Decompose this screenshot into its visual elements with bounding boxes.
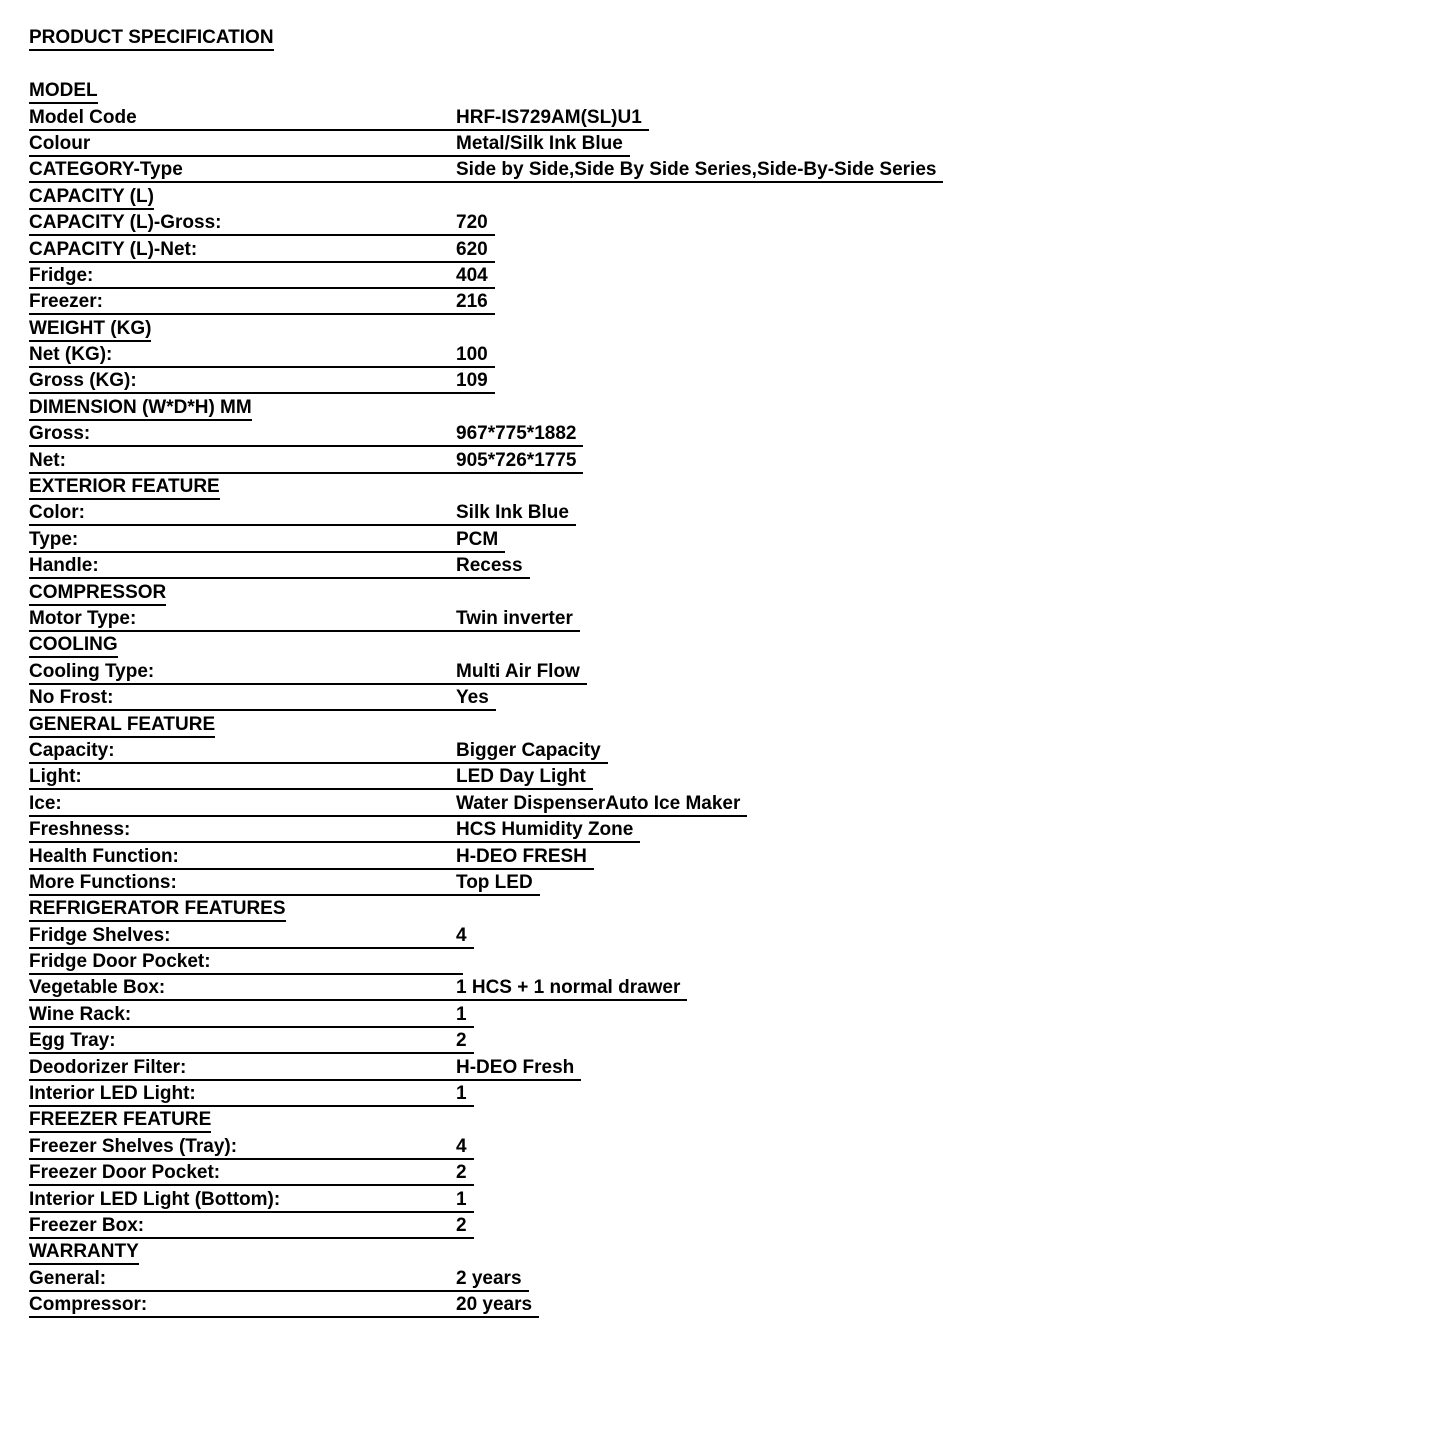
spec-value: Silk Ink Blue (456, 502, 569, 524)
spec-value: 20 years (456, 1294, 533, 1316)
spec-label: CAPACITY (L)-Net: (29, 238, 198, 260)
section-header: MODEL (29, 80, 98, 102)
spec-value: 4 (456, 1135, 467, 1157)
spec-section-row (29, 1239, 943, 1265)
spec-row (29, 817, 943, 843)
spec-row (29, 1160, 943, 1186)
spec-row (29, 104, 943, 130)
spec-row (29, 1081, 943, 1107)
spec-row (29, 526, 943, 552)
spec-label: CATEGORY-Type (29, 159, 183, 181)
spec-label: Freezer Door Pocket: (29, 1162, 221, 1184)
spec-label: Model Code (29, 106, 137, 128)
spec-label: Cooling Type: (29, 660, 155, 682)
spec-label: Motor Type: (29, 607, 137, 629)
spec-value: Bigger Capacity (456, 739, 601, 761)
spec-value: 720 (456, 212, 488, 234)
spec-row (29, 1213, 943, 1239)
spec-rows (29, 78, 943, 1318)
spec-row (29, 1133, 943, 1159)
spec-row (29, 131, 943, 157)
spec-row (29, 790, 943, 816)
spec-row (29, 843, 943, 869)
spec-row (29, 975, 943, 1001)
spec-label: Compressor: (29, 1294, 148, 1316)
spec-section-row (29, 78, 943, 104)
spec-label: Gross: (29, 423, 91, 445)
spec-value: 100 (456, 344, 488, 366)
spec-section-row (29, 1107, 943, 1133)
spec-row (29, 236, 943, 262)
spec-row (29, 157, 943, 183)
spec-row (29, 1001, 943, 1027)
spec-row (29, 764, 943, 790)
spec-value: 1 (456, 1003, 467, 1025)
spec-value: Multi Air Flow (456, 660, 580, 682)
spec-label: Color: (29, 502, 85, 524)
spec-value (456, 966, 463, 967)
spec-value: 905*726*1775 (456, 449, 577, 471)
spec-value: 1 (456, 1188, 467, 1210)
spec-row (29, 421, 943, 447)
spec-value: H-DEO Fresh (456, 1056, 575, 1078)
spec-row (29, 1265, 943, 1291)
spec-label: Health Function: (29, 845, 179, 867)
spec-section-row (29, 474, 943, 500)
spec-row (29, 289, 943, 315)
spec-section-row (29, 896, 943, 922)
spec-label: Handle: (29, 555, 99, 577)
spec-label: Fridge: (29, 264, 94, 286)
spec-value: 2 (456, 1214, 467, 1236)
spec-value: 216 (456, 291, 488, 313)
spec-label: Interior LED Light (Bottom): (29, 1188, 281, 1210)
spec-section-row (29, 579, 943, 605)
spec-section-row (29, 711, 943, 737)
spec-value: Water DispenserAuto Ice Maker (456, 792, 741, 814)
spec-value: 2 (456, 1030, 467, 1052)
page-title: PRODUCT SPECIFICATION (29, 27, 274, 49)
spec-row (29, 658, 943, 684)
spec-value: Recess (456, 555, 523, 577)
spec-value: Yes (456, 687, 489, 709)
spec-section-row (29, 394, 943, 420)
spec-label: Ice: (29, 792, 62, 814)
spec-row (29, 553, 943, 579)
spec-value: 404 (456, 264, 488, 286)
spec-label: CAPACITY (L)-Gross: (29, 212, 222, 234)
spec-section-row (29, 183, 943, 209)
spec-row (29, 342, 943, 368)
spec-label: Net: (29, 449, 66, 471)
spec-section-row (29, 315, 943, 341)
spec-value: 1 HCS + 1 normal drawer (456, 977, 681, 999)
spec-label: Freshness: (29, 819, 131, 841)
spec-label: Interior LED Light: (29, 1083, 196, 1105)
spec-value: 2 years (456, 1267, 522, 1289)
spec-value: Side by Side,Side By Side Series,Side-By-Side Series (456, 159, 937, 181)
spec-label: Fridge Door Pocket: (29, 951, 211, 973)
section-header: WEIGHT (KG) (29, 317, 152, 339)
spec-value: HCS Humidity Zone (456, 819, 634, 841)
spec-value: 4 (456, 924, 467, 946)
spec-section-row (29, 632, 943, 658)
section-header: GENERAL FEATURE (29, 713, 216, 735)
spec-row (29, 606, 943, 632)
spec-value: 967*775*1882 (456, 423, 577, 445)
spec-label: Freezer: (29, 291, 103, 313)
section-header: DIMENSION (W*D*H) MM (29, 396, 252, 418)
page-title-row (29, 25, 943, 51)
spec-value: LED Day Light (456, 766, 586, 788)
spec-row (29, 922, 943, 948)
spec-row (29, 1186, 943, 1212)
spec-label: Colour (29, 132, 91, 154)
section-header: COOLING (29, 634, 118, 656)
spec-label: Egg Tray: (29, 1030, 116, 1052)
spec-value: Metal/Silk Ink Blue (456, 132, 623, 154)
spec-label: Light: (29, 766, 82, 788)
spec-value: 2 (456, 1162, 467, 1184)
spec-row (29, 738, 943, 764)
spec-row (29, 500, 943, 526)
spec-row (29, 447, 943, 473)
section-header: FREEZER FEATURE (29, 1109, 212, 1131)
spec-label: Vegetable Box: (29, 977, 166, 999)
spec-row (29, 1028, 943, 1054)
spec-label: Wine Rack: (29, 1003, 132, 1025)
spec-value: PCM (456, 528, 499, 550)
spec-label: Net (KG): (29, 344, 113, 366)
spec-label: Freezer Box: (29, 1214, 145, 1236)
spec-label: Capacity: (29, 739, 115, 761)
spec-label: Fridge Shelves: (29, 924, 171, 946)
spec-label: More Functions: (29, 871, 177, 893)
section-header: COMPRESSOR (29, 581, 167, 603)
spec-row (29, 1054, 943, 1080)
section-header: EXTERIOR FEATURE (29, 476, 220, 498)
spec-label: Freezer Shelves (Tray): (29, 1135, 238, 1157)
spec-row (29, 210, 943, 236)
spec-value: Twin inverter (456, 607, 573, 629)
spec-value: Top LED (456, 871, 533, 893)
spec-label: Type: (29, 528, 79, 550)
spec-label: No Frost: (29, 687, 114, 709)
product-specification-page (29, 25, 943, 1318)
spec-label: Gross (KG): (29, 370, 137, 392)
spec-label: Deodorizer Filter: (29, 1056, 187, 1078)
spec-value: H-DEO FRESH (456, 845, 587, 867)
section-header: WARRANTY (29, 1241, 139, 1263)
spec-value: HRF-IS729AM(SL)U1 (456, 106, 642, 128)
title-spacer (29, 51, 943, 77)
spec-value: 109 (456, 370, 488, 392)
spec-label: General: (29, 1267, 107, 1289)
spec-row (29, 1292, 943, 1318)
spec-row (29, 949, 943, 975)
spec-row (29, 685, 943, 711)
section-header: CAPACITY (L) (29, 185, 154, 207)
spec-row (29, 368, 943, 394)
section-header: REFRIGERATOR FEATURES (29, 898, 286, 920)
spec-row (29, 263, 943, 289)
spec-value: 620 (456, 238, 488, 260)
spec-row (29, 870, 943, 896)
spec-value: 1 (456, 1083, 467, 1105)
